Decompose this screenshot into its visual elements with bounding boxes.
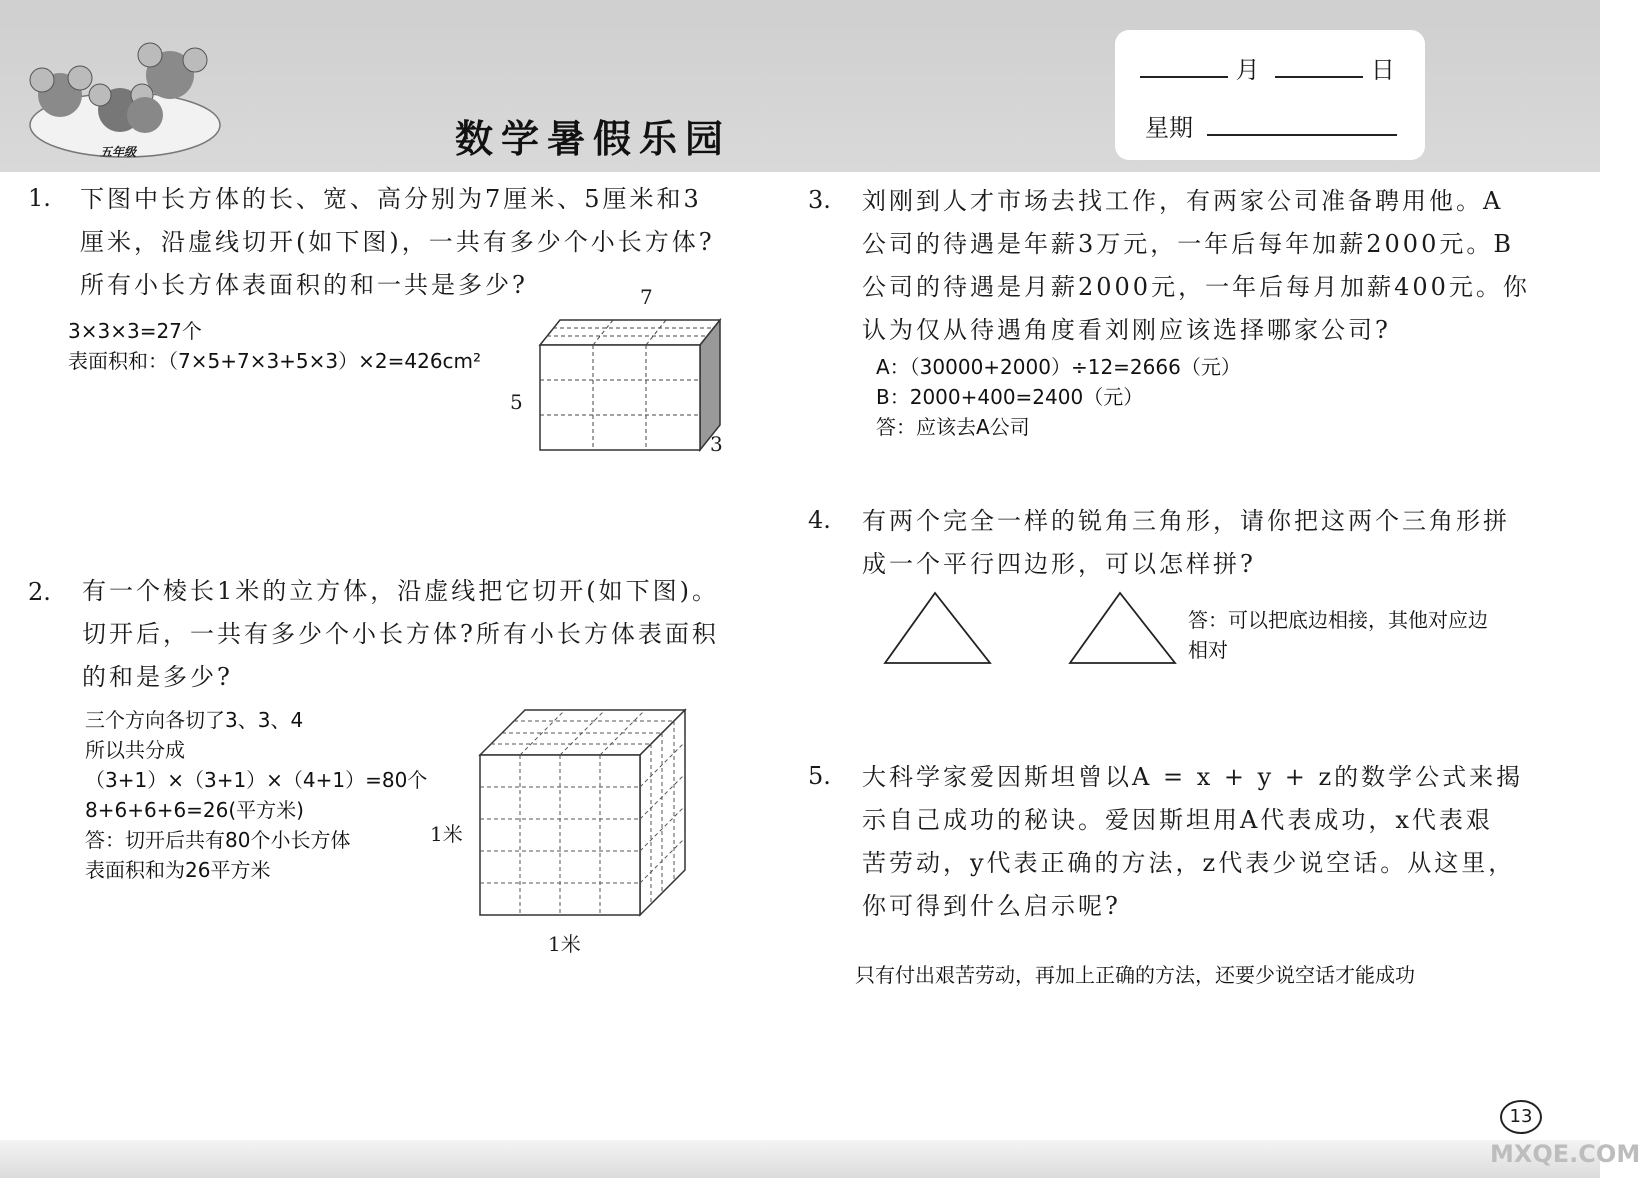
q2-answer-line: 三个方向各切了3、3、4 [85,708,304,732]
q1-line: 厘米，沿虚线切开(如下图)，一共有多少个小长方体? [80,228,715,256]
weekday-blank[interactable] [1207,114,1397,136]
date-month-day-row [1140,50,1395,85]
q1-answer [68,316,481,376]
q4-line: 成一个平行四边形，可以怎样拼? [862,550,1256,578]
q4-answer-line: 相对 [1188,638,1228,662]
q3-answer-line: 答：应该去A公司 [876,415,1030,439]
q3-line: 公司的待遇是年薪3万元，一年后每年加薪2000元。B [862,230,1514,258]
day-blank[interactable] [1275,56,1363,78]
q2-line: 的和是多少? [82,663,233,691]
q2-answer-line: 答：切开后共有80个小长方体 [85,828,351,852]
q3-line: 刘刚到人才市场去找工作，有两家公司准备聘用他。A [862,187,1504,215]
page-number: 13 [1500,1100,1542,1134]
month-blank[interactable] [1140,56,1228,78]
watermark: MXQE.COM [1490,1140,1640,1168]
triangle-right [1070,593,1175,663]
q1-number: 1. [28,184,51,212]
q1-answer-line: 表面积和：（7×5+7×3+5×3）×2=426cm² [68,349,482,373]
month-label: 月 [1235,56,1260,84]
q3-number: 3. [808,186,831,214]
q2-answer-line: 所以共分成 [85,738,185,762]
q5-number: 5. [808,762,831,790]
q5-line: 你可得到什么启示呢? [862,892,1121,920]
q4-answer-line: 答：可以把底边相接，其他对应边 [1188,608,1488,632]
grade-label: 五年级 [100,145,137,159]
q1-fig-width: 5 [510,390,523,414]
koala-mascot-icon [20,30,230,160]
q1-fig-height: 3 [710,432,723,456]
q3-line: 认为仅从待遇角度看刘刚应该选择哪家公司? [862,316,1391,344]
q4-answer [1188,605,1488,665]
q2-answer-line: 8+6+6+6=26(平方米) [85,798,304,822]
q5-text [862,756,1523,928]
q1-line: 下图中长方体的长、宽、高分别为7厘米、5厘米和3 [80,185,702,213]
q1-text [80,178,715,307]
q2-cube-figure [470,705,690,920]
triangle-left [885,593,990,663]
q5-line: 大科学家爱因斯坦曾以A = x + y + z的数学公式来揭 [862,763,1524,791]
weekday-row [1145,108,1397,143]
q1-answer-line: 3×3×3=27个 [68,319,202,343]
q5-answer-line: 只有付出艰苦劳动，再加上正确的方法，还要少说空话才能成功 [855,963,1415,987]
day-label: 日 [1370,56,1395,84]
q2-number: 2. [28,578,51,606]
q2-answer [85,705,427,885]
q1-cuboid-figure [520,315,720,465]
q4-triangles-figure [880,588,1180,668]
date-box [1115,30,1425,160]
q2-text [82,570,719,699]
q2-line: 有一个棱长1米的立方体，沿虚线把它切开(如下图)。 [82,577,719,605]
q4-number: 4. [808,506,831,534]
q2-answer-line: 表面积和为26平方米 [85,858,271,882]
q1-fig-length: 7 [640,285,653,309]
q4-line: 有两个完全一样的锐角三角形，请你把这两个三角形拼 [862,507,1510,535]
q2-fig-bottom: 1米 [548,932,581,956]
q5-line: 苦劳动，y代表正确的方法，z代表少说空话。从这里， [862,849,1516,877]
page-title: 数学暑假乐园 [455,117,732,161]
q3-answer [876,352,1241,442]
q3-answer-line: B：2000+400=2400（元） [876,385,1144,409]
footer-band [0,1140,1600,1178]
q2-fig-side: 1米 [430,822,463,846]
q3-text [862,180,1530,352]
q5-answer [855,960,1415,990]
q4-text [862,500,1510,586]
q1-line: 所有小长方体表面积的和一共是多少? [80,271,528,299]
q3-answer-line: A：（30000+2000）÷12=2666（元） [876,355,1241,379]
q3-line: 公司的待遇是月薪2000元，一年后每月加薪400元。你 [862,273,1530,301]
q2-answer-line: （3+1）×（3+1）×（4+1）=80个 [85,768,428,792]
q2-line: 切开后，一共有多少个小长方体?所有小长方体表面积 [82,620,719,648]
weekday-label: 星期 [1145,114,1193,142]
q5-line: 示自己成功的秘诀。爱因斯坦用A代表成功，x代表艰 [862,806,1493,834]
